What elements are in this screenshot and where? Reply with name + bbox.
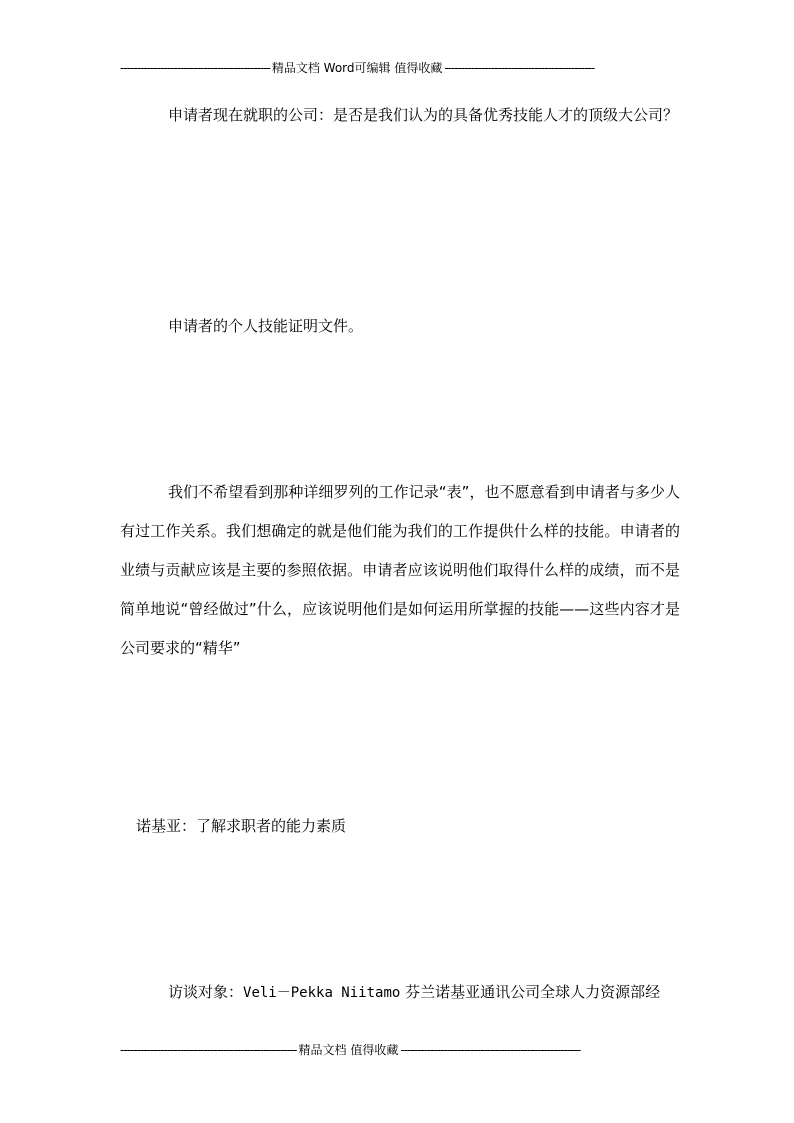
header-left-rule: --------------------------------------------- bbox=[120, 61, 270, 75]
header-right-rule: --------------------------------------------- bbox=[444, 61, 595, 75]
footer-right-rule: ------------------------------------------------------ bbox=[400, 1043, 581, 1057]
interview-subject-line bbox=[168, 982, 660, 1003]
paragraph-skill-documents: 申请者的个人技能证明文件。 bbox=[168, 317, 364, 335]
interview-name: Veli－Pekka Niitamo bbox=[243, 985, 401, 1001]
section-heading-nokia: 诺基亚：了解求职者的能力素质 bbox=[136, 817, 347, 835]
interview-title: 芬兰诺基亚通讯公司全球人力资源部经 bbox=[400, 983, 661, 1001]
interview-label: 访谈对象： bbox=[168, 983, 244, 1001]
header-text: 精品文档 Word可编辑 值得收藏 bbox=[271, 61, 443, 75]
footer-left-rule: ----------------------------------------------------- bbox=[120, 1043, 297, 1057]
paragraph-work-record: 我们不希望看到那种详细罗列的工作记录“表”，也不愿意看到申请者与多少人有过工作关系。我们想确定的就是他们能为我们的工作提供什么样的技能。申请者的业绩与贡献应该是主要的参照依据。申请者应该说明他们取得什么样的成绩，而不是简单地说“曾经做过”什么，应该说明他们是如何运用所掌握的技能——这些内容才是公司要求的“精华” bbox=[120, 483, 680, 657]
footer-text: 精品文档 值得收藏 bbox=[298, 1043, 399, 1057]
paragraph-current-company: 申请者现在就职的公司：是否是我们认为的具备优秀技能人才的顶级大公司？ bbox=[168, 106, 679, 124]
page-footer bbox=[120, 1043, 666, 1057]
page-header bbox=[120, 61, 668, 75]
